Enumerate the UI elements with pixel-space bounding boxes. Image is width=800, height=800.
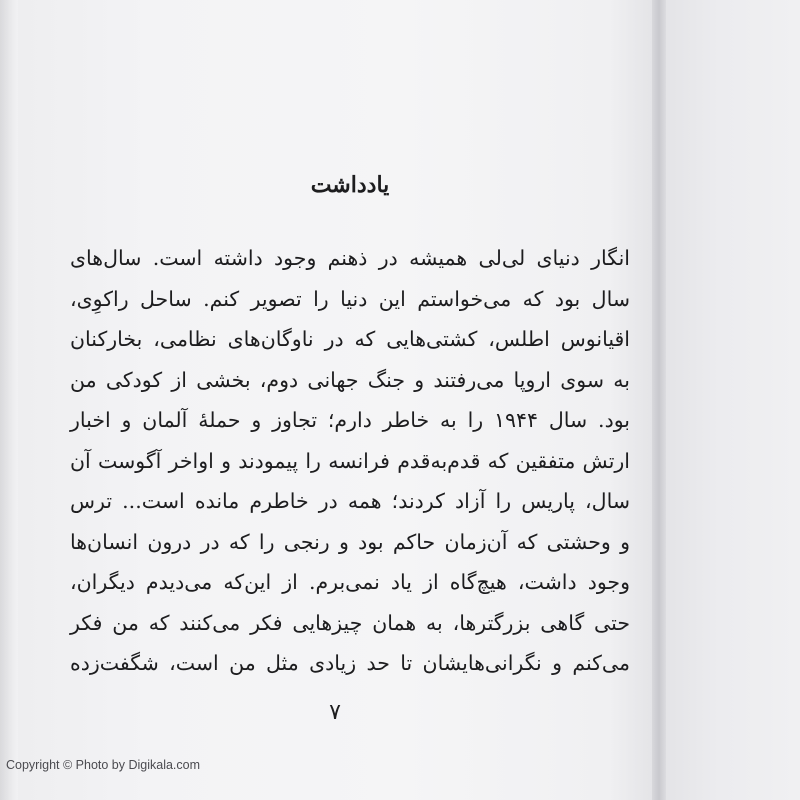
- paragraph-line: به سوی اروپا می‌رفتند و جنگ جهانی دوم، بخشی از کودکی من: [70, 367, 630, 392]
- paragraph-line: اقیانوس اطلس، کشتی‌هایی که در ناوگان‌های نظامی، بخارکنان: [70, 327, 630, 351]
- page-fold-shadow: [652, 0, 666, 800]
- page-number: ۷: [329, 700, 341, 725]
- paragraph-line: حتی گاهی بزرگترها، به همان چیزهایی فکر می‌کنند که من فکر: [70, 610, 630, 635]
- page-text-block: [70, 160, 630, 684]
- paragraph-line: بود. سال ۱۹۴۴ را به خاطر دارم؛ تجاوز و حملهٔ آلمان و اخبار: [70, 408, 630, 432]
- previous-page-edge: [0, 0, 18, 800]
- paragraph-line: سال بود که می‌خواستم این دنیا را تصویر کنم. ساحل راکوِی،: [70, 286, 630, 311]
- next-page-edge: [666, 0, 800, 800]
- page-heading: یادداشت: [310, 172, 390, 198]
- paragraph-line: وجود داشت، هیچ‌گاه از یاد نمی‌برم. از این‌که می‌دیدم دیگران،: [70, 570, 630, 594]
- paragraph-line: ارتش متفقین که قدم‌به‌قدم فرانسه را پیمودند و اواخر آگوست آن: [70, 448, 630, 473]
- paragraph-line: سال، پاریس را آزاد کردند؛ همه در خاطرم مانده است... ترس: [70, 489, 630, 513]
- paragraph-line: و وحشتی که آن‌زمان حاکم بود و رنجی را که در درون انسان‌ها: [70, 529, 630, 554]
- copyright-watermark: Copyright © Photo by Digikala.com: [6, 758, 201, 772]
- paragraph-line: انگار دنیای لی‌لی همیشه در ذهنم وجود داشته است. سال‌های: [70, 246, 630, 270]
- paragraph-line: می‌کنم و نگرانی‌هایشان تا حد زیادی مثل من است، شگفت‌زده: [70, 651, 630, 675]
